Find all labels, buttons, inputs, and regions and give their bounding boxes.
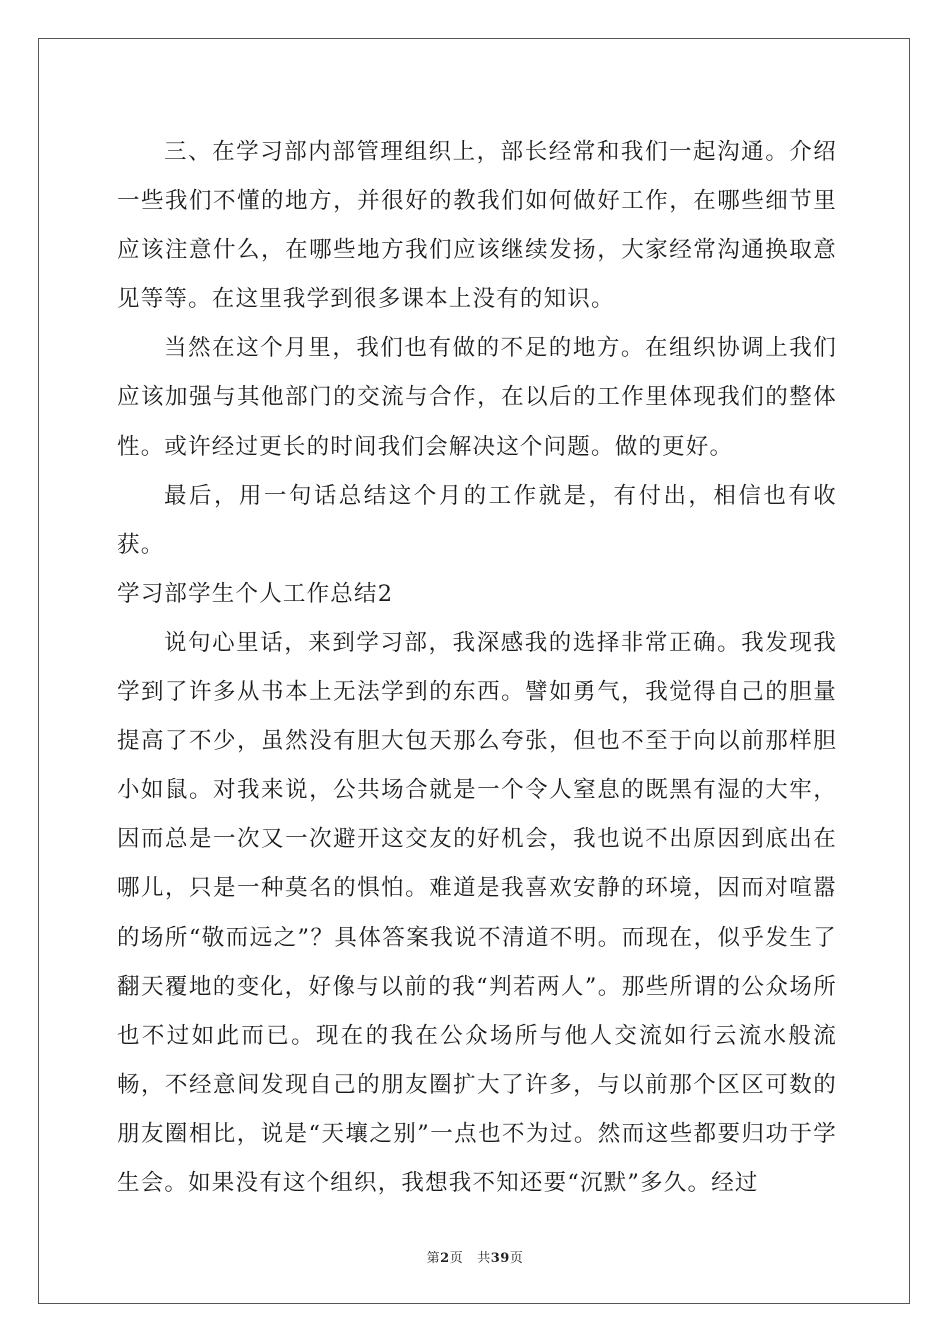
total-pages: 39 — [490, 1251, 510, 1266]
page-footer — [0, 1247, 950, 1266]
total-suffix: 页 — [509, 1251, 524, 1266]
paragraph-body: 说句心里话，来到学习部，我深感我的选择非常正确。我发现我学到了许多从书本上无法学到的东西。譬如勇气，我觉得自己的胆量提高了不少，虽然没有胆大包天那么夸张，但也不至于向以前那样胆小如鼠。对我来说，公共场合就是一个令人窒息的既黑有湿的大牢，因而总是一次又一次避开这交友的好机会，我也说不出原因到底出在哪儿，只是一种莫名的惧怕。难道是我喜欢安静的环境，因而对喧嚣的场所“敬而远之”？具体答案我说不清道不明。而现在，似乎发生了翻天覆地的变化，好像与以前的我“判若两人”。那些所谓的公众场所也不过如此而已。现在的我在公众场所与他人交流如行云流水般流畅，不经意间发现自己的朋友圈扩大了许多，与以前那个区区可数的朋友圈相比，说是“天壤之别”一点也不为过。然而这些都要归功于学生会。如果没有这个组织，我想我不知还要“沉默”多久。经过 — [117, 629, 837, 1196]
page-prefix: 第 — [426, 1251, 441, 1266]
paragraph-conclusion: 最后，用一句话总结这个月的工作就是，有付出，相信也有收获。 — [117, 482, 837, 558]
section-heading: 学习部学生个人工作总结2 — [117, 580, 394, 607]
page-number: 2 — [440, 1251, 450, 1266]
page-suffix: 页 — [449, 1251, 464, 1266]
paragraph-management: 三、在学习部内部管理组织上，部长经常和我们一起沟通。介绍一些我们不懂的地方，并很好的教我们如何做好工作，在哪些细节里应该注意什么，在哪些地方我们应该继续发扬，大家经常沟通换取意见等等。在这里我学到很多课本上没有的知识。 — [117, 139, 837, 313]
paragraph-shortcomings: 当然在这个月里，我们也有做的不足的地方。在组织协调上我们应该加强与其他部门的交流与合作，在以后的工作里体现我们的整体性。或许经过更长的时间我们会解决这个问题。做的更好。 — [117, 335, 837, 460]
document-body — [117, 128, 837, 1208]
total-prefix: 共 — [477, 1251, 491, 1266]
